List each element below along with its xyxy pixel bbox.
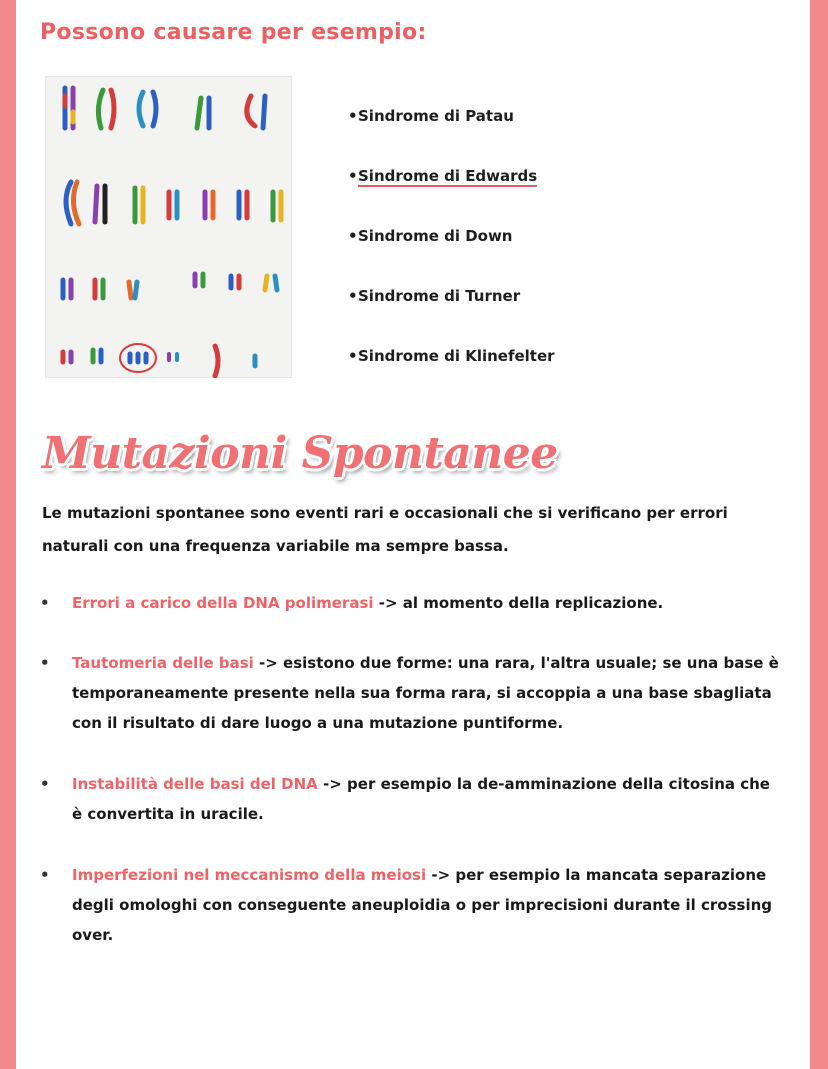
chromosome-pair-10 — [205, 192, 213, 218]
cause-item — [38, 769, 783, 829]
syndrome-item — [348, 224, 555, 284]
section-title: Mutazioni Spontanee — [42, 428, 558, 479]
cause-text: -> per esempio la de-amminazione della citosina che è convertita in uracile. — [72, 775, 770, 823]
syndrome-item — [348, 104, 555, 164]
cause-term: Tautomeria delle basi — [72, 654, 254, 672]
right-border — [810, 0, 828, 1069]
chromosome-pair-15 — [129, 282, 137, 298]
sex-chromosomes — [215, 346, 255, 376]
causes-list — [38, 588, 783, 950]
syndrome-item — [348, 164, 555, 224]
cause-text: -> al momento della replicazione. — [373, 594, 664, 612]
cause-term: Instabilità delle basi del DNA — [72, 775, 318, 793]
syndrome-label: Sindrome di Down — [358, 227, 513, 245]
syndrome-label: Sindrome di Patau — [358, 107, 514, 125]
chromosome-pair-13 — [63, 280, 71, 298]
chromosome-pair-17 — [231, 276, 239, 288]
chromosome-pair-4 — [197, 98, 209, 128]
chromosome-pair-6 — [66, 182, 79, 224]
cause-term: Imperfezioni nel meccanismo della meiosi — [72, 866, 427, 884]
intro-paragraph: Le mutazioni spontanee sono eventi rari e occasionali che si verificano per errori naturali con una frequenza variabile ma sempre bassa. — [42, 504, 728, 555]
karyotype-chromosomes — [45, 76, 292, 378]
cause-item — [38, 588, 783, 618]
chromosome-pair-9 — [169, 192, 177, 218]
cause-text: -> esistono due forme: una rara, l'altra usuale; se una base è temporaneamente presente nella sua forma rara, si accoppia a una base sbagliata con il risultato di dare luogo a una mutazione puntiforme. — [72, 654, 779, 732]
syndrome-item — [348, 284, 555, 344]
syndrome-label: Sindrome di Turner — [358, 287, 521, 305]
chromosome-pair-2 — [98, 90, 114, 128]
chromosome-pair-11 — [239, 192, 247, 218]
left-border — [0, 0, 16, 1069]
chromosome-pair-19 — [63, 352, 71, 362]
intro-heading: Possono causare per esempio: — [40, 20, 427, 45]
cause-item — [38, 648, 783, 738]
chromosome-pair-7 — [95, 186, 105, 222]
syndrome-label: Sindrome di Klinefelter — [358, 347, 555, 365]
chromosome-pair-20 — [93, 350, 101, 362]
chromosome-pair-5 — [247, 96, 265, 128]
cause-item — [38, 860, 783, 950]
karyotype-image — [45, 76, 292, 378]
chromosome-pair-16 — [195, 274, 203, 286]
cause-text: -> per esempio la mancata separazione degli omologhi con conseguente aneuploidia o per imprecisioni durante il crossing over. — [72, 866, 773, 944]
chromosome-pair-3 — [139, 92, 156, 126]
cause-term: Errori a carico della DNA polimerasi — [72, 594, 374, 612]
chromosome-pair-1 — [65, 88, 73, 128]
chromosome-pair-18 — [265, 276, 277, 290]
chromosome-pair-8 — [135, 188, 143, 222]
chromosome-pair-14 — [95, 280, 103, 298]
syndrome-label: Sindrome di Edwards — [358, 167, 538, 185]
syndrome-item — [348, 344, 555, 404]
chromosome-pair-22 — [169, 354, 177, 360]
syndrome-list — [348, 104, 555, 404]
chromosome-21-trisomy — [120, 344, 156, 372]
chromosome-pair-12 — [273, 192, 281, 220]
